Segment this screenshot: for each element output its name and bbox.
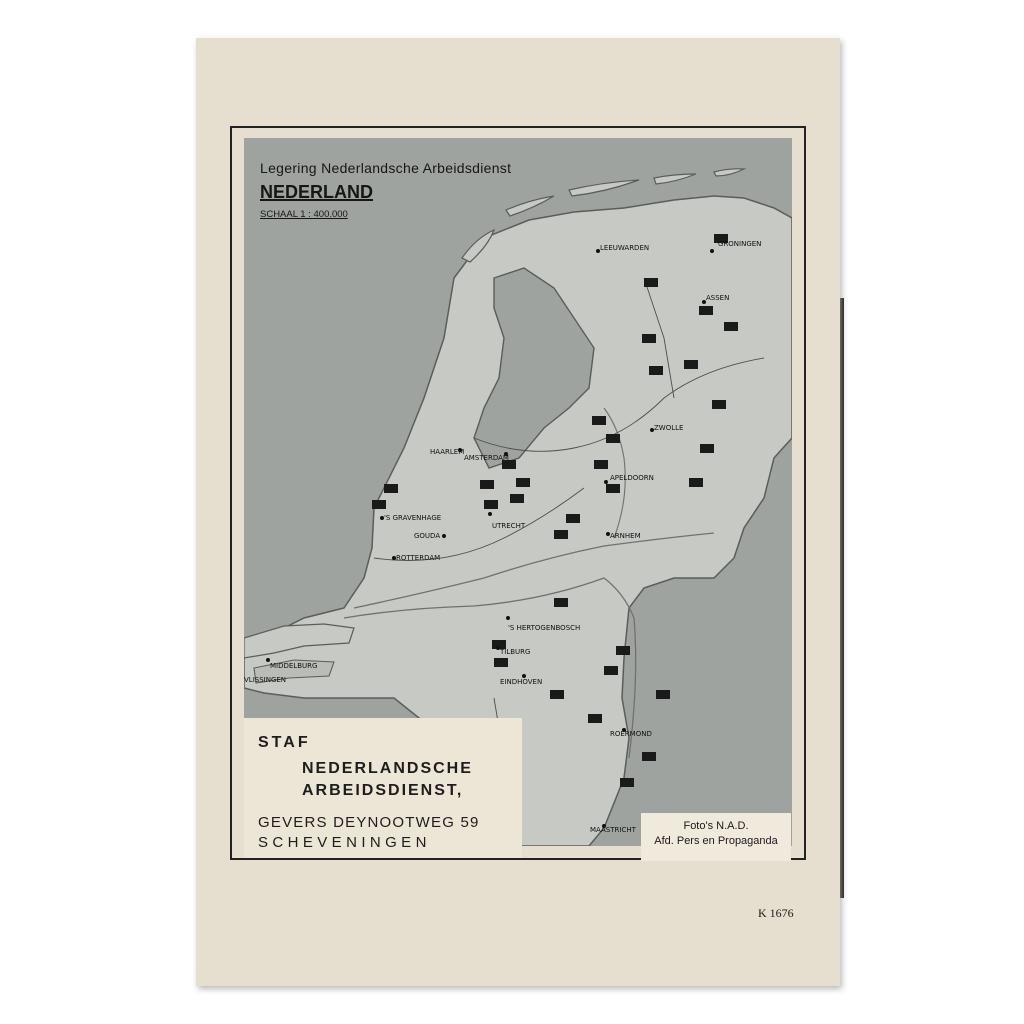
town-dot-icon (710, 249, 714, 253)
city-label-amsterdam: AMSTERDAM (464, 454, 509, 462)
camp-flag-icon (699, 306, 713, 315)
city-label-haarlem: HAARLEM (430, 448, 465, 456)
address-panel (244, 718, 522, 858)
camp-flag-icon (642, 752, 656, 761)
camp-flag-icon (700, 444, 714, 453)
city-label-assen: ASSEN (706, 294, 730, 302)
town-dot-icon (442, 534, 446, 538)
camp-flag-icon (604, 666, 618, 675)
city-label-zwolle: ZWOLLE (654, 424, 684, 432)
city-label-arnhem: ARNHEM (610, 532, 641, 540)
camp-flag-icon (554, 598, 568, 607)
camp-flag-icon (566, 514, 580, 523)
camp-flag-icon (480, 480, 494, 489)
camp-flag-icon (554, 530, 568, 539)
address-city: SCHEVENINGEN (258, 834, 431, 851)
city-label-utrecht: UTRECHT (492, 522, 526, 530)
town-dot-icon (488, 512, 492, 516)
camp-flag-icon (588, 714, 602, 723)
address-org-line2: ARBEIDSDIENST, (302, 782, 464, 799)
page-code: K 1676 (758, 906, 794, 920)
camp-flag-icon (642, 334, 656, 343)
netherlands-map (244, 138, 792, 851)
wadden-island-terschelling (569, 180, 639, 196)
city-label-gravenhage: 'S GRAVENHAGE (384, 514, 442, 522)
city-label-groningen: GRONINGEN (718, 240, 762, 248)
city-label-apeldoorn: APELDOORN (610, 474, 654, 482)
city-label-leeuwarden: LEEUWARDEN (600, 244, 650, 252)
city-label-roermond: ROERMOND (610, 730, 652, 738)
camp-flag-icon (550, 690, 564, 699)
wadden-island-schiermonnikoog (714, 169, 744, 176)
city-label-vlissingen: VLISSINGEN (244, 676, 287, 684)
address-org-line1: NEDERLANDSCHE (302, 760, 473, 777)
camp-flag-icon (484, 500, 498, 509)
town-dot-icon (604, 480, 608, 484)
photo-credit (641, 813, 791, 861)
camp-flag-icon (372, 500, 386, 509)
map-heading-small: Legering Nederlandsche Arbeidsdienst (260, 160, 512, 176)
map-scale: SCHAAL 1 : 400.000 (260, 209, 348, 220)
map-frame (230, 126, 806, 860)
camp-flag-icon (510, 494, 524, 503)
city-label-rotterdam: ROTTERDAM (396, 554, 441, 562)
camp-flag-icon (594, 460, 608, 469)
camp-flag-icon (494, 658, 508, 667)
address-staf: STAF (258, 734, 311, 751)
camp-flag-icon (649, 366, 663, 375)
camp-flag-icon (724, 322, 738, 331)
wadden-island-ameland (654, 174, 696, 184)
town-dot-icon (506, 616, 510, 620)
wadden-island-vlieland (506, 196, 554, 216)
credit-line2: Afd. Pers en Propaganda (654, 835, 778, 847)
city-label-eindhoven: EINDHOVEN (500, 678, 543, 686)
camp-flag-icon (684, 360, 698, 369)
camp-flag-icon (689, 478, 703, 487)
camp-flag-icon (606, 434, 620, 443)
booklet-back-cover (196, 38, 840, 986)
camp-flag-icon (516, 478, 530, 487)
camp-flag-icon (606, 484, 620, 493)
city-label-hertogenbosch: 'S HERTOGENBOSCH (508, 624, 581, 632)
camp-flag-icon (592, 416, 606, 425)
page-edge-shadow (840, 298, 844, 898)
camp-flag-icon (616, 646, 630, 655)
city-label-maastricht: MAASTRICHT (590, 826, 636, 834)
city-label-tilburg: TILBURG (500, 648, 531, 656)
address-street: GEVERS DEYNOOTWEG 59 (258, 814, 480, 831)
camp-flag-icon (644, 278, 658, 287)
camp-flag-icon (384, 484, 398, 493)
camp-flag-icon (712, 400, 726, 409)
city-label-middelburg: MIDDELBURG (270, 662, 318, 670)
camp-flag-icon (620, 778, 634, 787)
city-label-gouda: GOUDA (414, 532, 441, 540)
camp-flag-icon (656, 690, 670, 699)
credit-line1: Foto's N.A.D. (683, 820, 749, 832)
map-heading-big: NEDERLAND (260, 182, 374, 202)
